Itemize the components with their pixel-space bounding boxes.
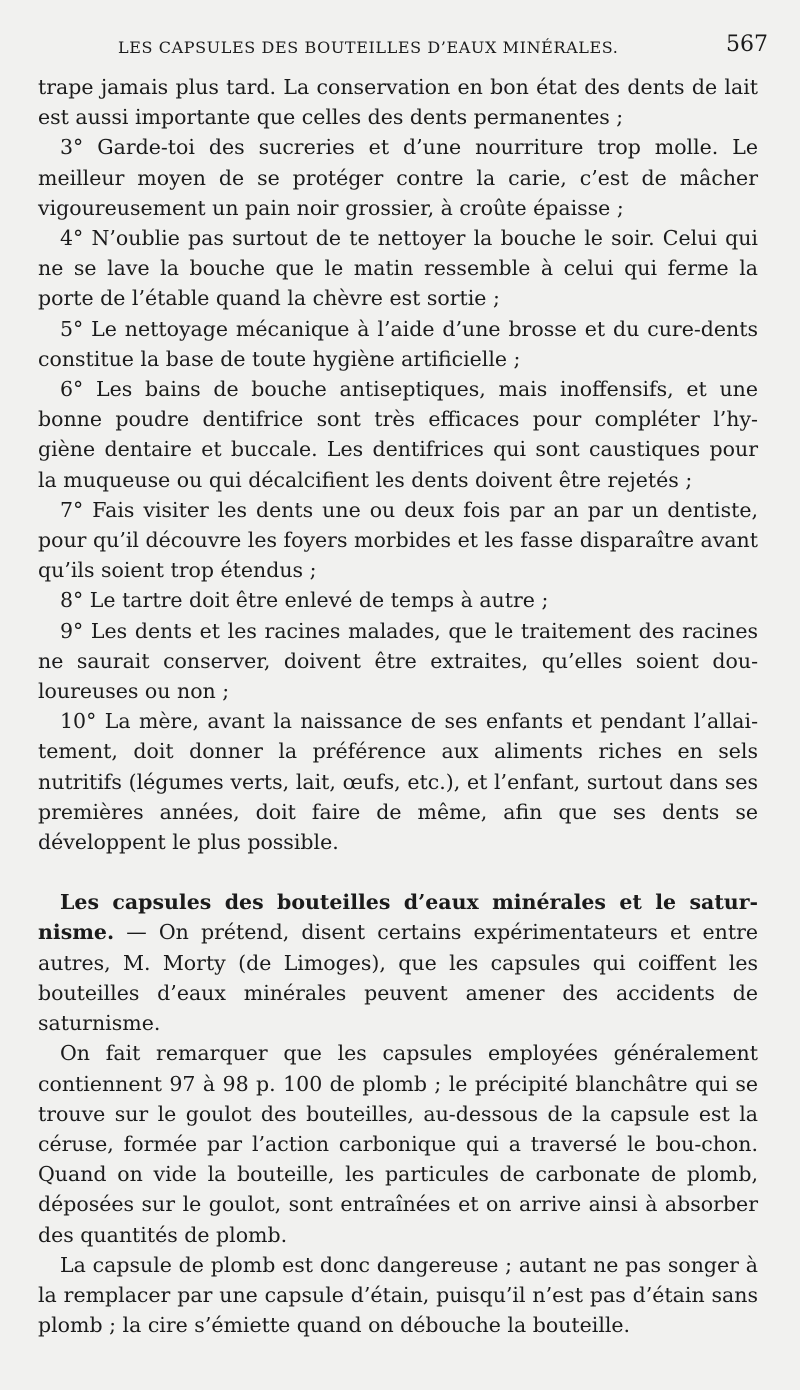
paragraph-item-10: 10° La mère, avant la naissance de ses enfants et pendant l’allai-tement, doit donner la préférence aux aliments riches en sels nutritifs (légumes verts, lait, œufs, etc.), et l’enfant, surtout dans ses premières années, doit faire de même, afin que ses dents se développent le plus possible.: [38, 709, 758, 855]
section-gap: [38, 857, 758, 887]
section-opening-paragraph: [38, 887, 758, 1038]
section-heading: Les capsules des bouteilles d’eaux minérales et le satur-nisme.: [38, 890, 758, 945]
paragraph-item-5: 5° Le nettoyage mécanique à l’aide d’une brosse et du cure-dents constitue la base de toute hygiène artificielle ;: [38, 316, 758, 371]
paragraph-item-6: 6° Les bains de bouche antiseptiques, mais inoffensifs, et une bonne poudre dentifrice sont très efficaces pour compléter l’hy-giène dentaire et buccale. Les dentifrices qui sont caustiques pour la muqueuse ou qui décalcifient les dents doivent être rejetés ;: [38, 377, 758, 492]
page-number: 567: [726, 32, 768, 57]
paragraph-capsule-danger: La capsule de plomb est donc dangereuse ; autant ne pas songer à la remplacer par une capsule d’étain, puisqu’il n’est pas d’étain sans plomb ; la cire s’émiette quand on débouche la bouteille.: [38, 1252, 758, 1338]
paragraph-item-8: 8° Le tartre doit être enlevé de temps à autre ;: [60, 588, 549, 613]
paragraph-capsule-composition: On fait remarquer que les capsules employées généralement contiennent 97 à 98 p. 100 de plomb ; le précipité blanchâtre qui se trouve sur le goulot des bouteilles, au-dessous de la capsule est la céruse, formée par l’action carbonique qui a traversé le bou-chon. Quand on vide la bouteille, les particules de carbonate de plomb, déposées sur le goulot, sont entraînées et on arrive ainsi à absorber des quantités de plomb.: [38, 1041, 758, 1247]
paragraph-continuation: trape jamais plus tard. La conservation en bon état des dents de lait est aussi importante que celles des dents permanentes ;: [38, 75, 758, 130]
running-head-title: LES CAPSULES DES BOUTEILLES D’EAUX MINÉRALES.: [118, 38, 619, 57]
paragraph-item-3: 3° Garde-toi des sucreries et d’une nourriture trop molle. Le meilleur moyen de se protéger contre la carie, c’est de mâcher vigoureusement un pain noir grossier, à croûte épaisse ;: [38, 135, 758, 220]
section-opening-text: — On prétend, disent certains expérimentateurs et entre autres, M. Morty (de Limoges), que les capsules qui coiffent les bouteilles d’eaux minérales peuvent amener des accidents de saturnisme.: [38, 920, 758, 1036]
body-text: [38, 72, 758, 1340]
paragraph-item-7: 7° Fais visiter les dents une ou deux fois par an par un dentiste, pour qu’il découvre les foyers morbides et les fasse disparaître avant qu’ils soient trop étendus ;: [38, 497, 758, 583]
running-head: [38, 32, 768, 64]
paragraph-item-9: 9° Les dents et les racines malades, que le traitement des racines ne saurait conserver, doivent être extraites, qu’elles soient dou-loureuses ou non ;: [38, 618, 758, 704]
paragraph-item-4: 4° N’oublie pas surtout de te nettoyer la bouche le soir. Celui qui ne se lave la bouche que le matin ressemble à celui qui ferme la porte de l’étable quand la chèvre est sortie ;: [38, 226, 758, 311]
